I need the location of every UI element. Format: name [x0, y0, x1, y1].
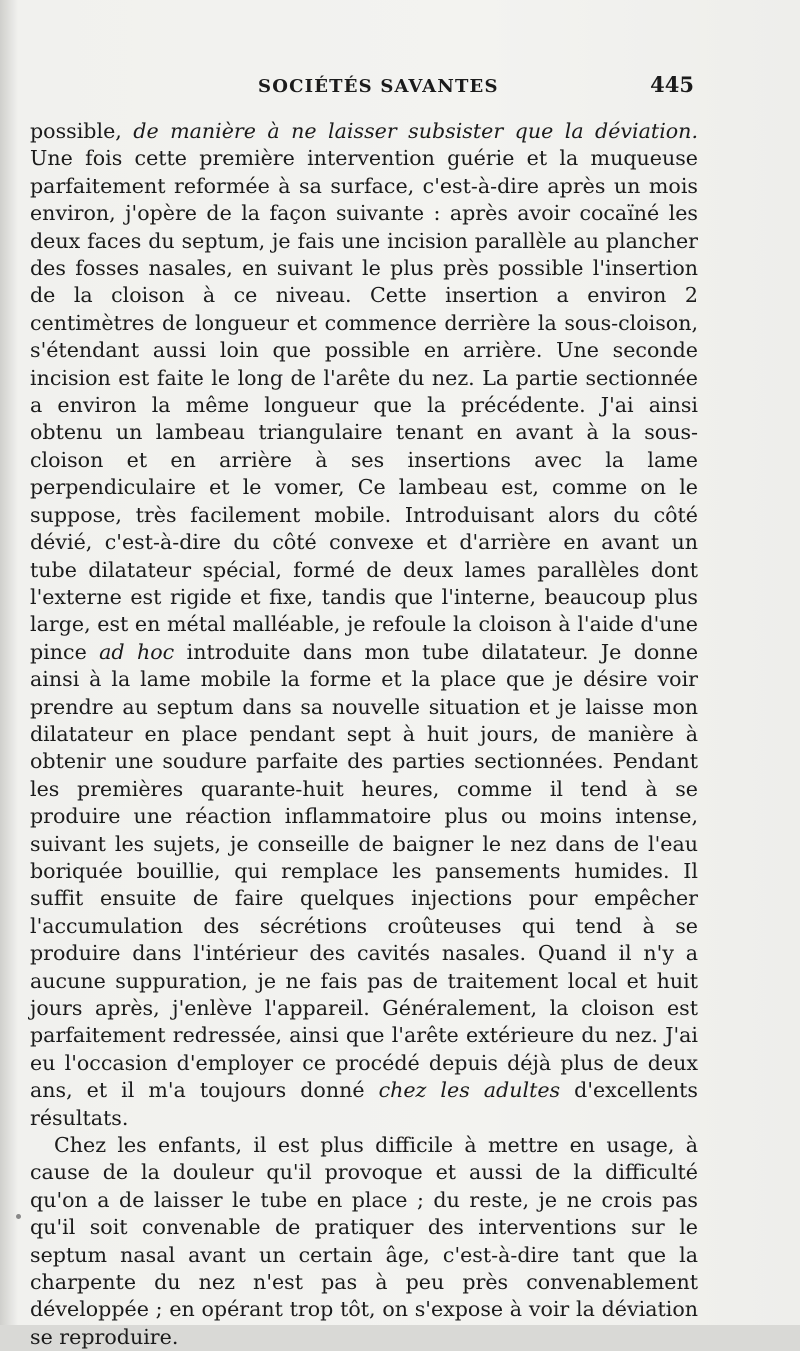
italic-run: de manière à ne laisser subsister que la déviation. — [133, 119, 698, 143]
running-head: SOCIÉTÉS SAVANTES — [258, 76, 499, 97]
paragraph-2: Chez les enfants, il est plus difficile à mettre en usage, à cause de la douleur qu'il provoque et aussi de la difficulté qu'on a de laisser le tube en place ; du reste, je ne crois pas qu'il soit convenable de pratiquer des interventions sur le septum nasal avant un certain âge, c'est-à-dire tant que la charpente du nez n'est pas à peu près convenablement développée ; en opérant trop tôt, on s'expose à voir la déviation se reproduire. — [30, 1133, 698, 1349]
italic-run: chez les adultes — [378, 1078, 561, 1103]
paragraph-1 — [30, 118, 698, 1132]
ink-speck — [16, 1214, 21, 1219]
text-run: d'excellents résultats. — [30, 1078, 698, 1130]
page-header — [0, 68, 800, 108]
text-run: introduite dans mon tube dilatateur. Je donne ainsi à la lame mobile la forme et la place que je désire voir prendre au septum dans sa nouvelle situation et je laisse mon dilatateur en place pendant sept à huit jours, de manière à obtenir une soudure parfaite des parties sectionnées. Pendant les premières quarante-huit heures, comme il tend à se produire une réaction inflammatoire plus ou moins intense, suivant les sujets, je conseille de baigner le nez dans de l'eau boriquée bouillie, qui remplace les pansements humides. Il suffit ensuite de faire quelques injections pour empêcher l'accumulation des sécrétions croûteuses qui tend à se produire dans l'intérieur des cavités nasales. Quand il n'y a aucune suppuration, je ne fais pas de traitement local et huit jours après, j'enlève l'appareil. Généralement, la cloison est parfaitement redressée, ainsi que l'arête extérieure du nez. J'ai eu l'occasion d'employer ce procédé depuis déjà plus de deux ans, et il m'a toujours donné — [30, 639, 699, 1103]
page-number: 445 — [650, 72, 694, 97]
text-run: Une fois cette première intervention guérie et la muqueuse parfaitement reformée à sa surface, c'est-à-dire après un mois environ, j'opère de la façon suivante : après avoir cocaïné les deux faces du septum, je fais une incision parallèle au plancher des fosses nasales, en suivant le plus près possible l'insertion de la cloison à ce niveau. Cette insertion a environ 2 centimètres de longueur et commence derrière la sous-cloison, s'étendant aussi loin que possible en arrière. Une seconde incision est faite le long de l'arête du nez. La partie sectionnée a environ la même longueur que la précédente. J'ai ainsi obtenu un lambeau triangulaire tenant en avant à la sous-cloison et en arrière à ses insertions avec la lame perpendiculaire et le vomer, Ce lambeau est, comme on le suppose, très facilement mobile. Introduisant alors du côté dévié, c'est-à-dire du côté convexe et d'arrière en avant un tube dilatateur spécial, formé de deux lames parallèles dont l'externe est rigide et fixe, tandis que l'interne, beaucoup plus large, est en métal malléable, je refoule la cloison à l'aide d'une pince — [30, 146, 698, 664]
text-run: possible, — [30, 119, 134, 143]
italic-run: ad hoc — [99, 639, 175, 664]
body-text — [30, 118, 698, 1351]
